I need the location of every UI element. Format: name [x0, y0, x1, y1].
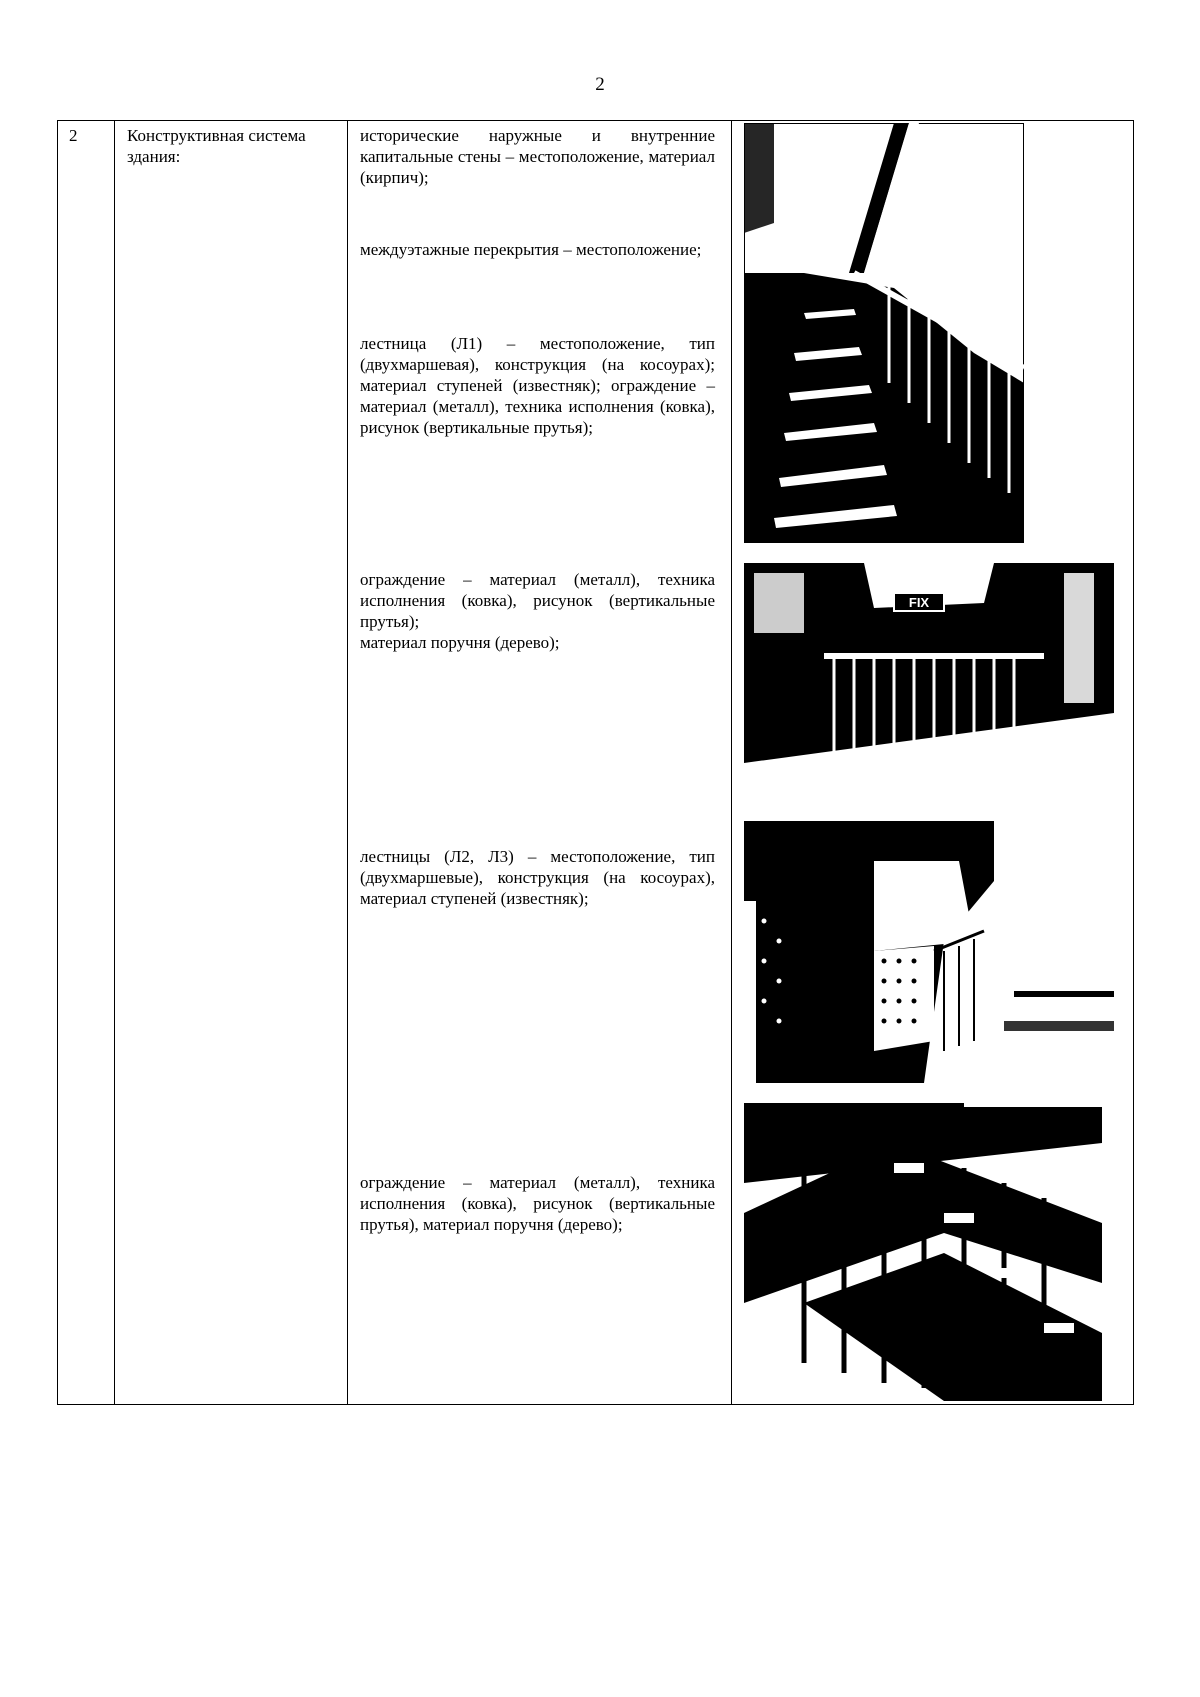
- photos-cell: [732, 121, 1134, 1405]
- feature-stair-l1: лестница (Л1) – местоположение, тип (двухмаршевая), конструкция (на косоурах); материал ступеней (известняк); ограждение – материал (металл), техника исполнения (ковка), рисунок (вертикальные прутья);: [360, 334, 715, 437]
- page-number: 2: [595, 74, 605, 95]
- feature-handrail-l1: материал поручня (дерево);: [360, 633, 560, 652]
- row-number: 2: [58, 121, 115, 1405]
- staircase-l2-l3-photo: [744, 821, 1114, 1083]
- table-row: [58, 121, 1134, 1405]
- feature-walls: исторические наружные и внутренние капитальные стены – местоположение, материал (кирпич);: [360, 126, 715, 187]
- document-table: [57, 120, 1134, 1405]
- staircase-l1-photo: [744, 123, 1024, 543]
- feature-railing-l1: ограждение – материал (металл), техника исполнения (ковка), рисунок (вертикальные прутья);: [360, 570, 715, 631]
- railing-l1-photo: [744, 563, 1114, 801]
- feature-floors: междуэтажные перекрытия – местоположение;: [360, 240, 702, 259]
- railing-l2-l3-photo: [744, 1103, 1102, 1401]
- feature-stairs-l2-l3: лестницы (Л2, Л3) – местоположение, тип (двухмаршевые), конструкция (на косоурах), материал ступеней (известняк);: [360, 847, 715, 908]
- feature-railing-l2-l3: ограждение – материал (металл), техника исполнения (ковка), рисунок (вертикальные прутья), материал поручня (дерево);: [360, 1173, 715, 1234]
- features-cell: [348, 121, 732, 1405]
- row-title: Конструктивная система здания:: [115, 121, 348, 1405]
- fix-sign: FIX: [908, 595, 930, 610]
